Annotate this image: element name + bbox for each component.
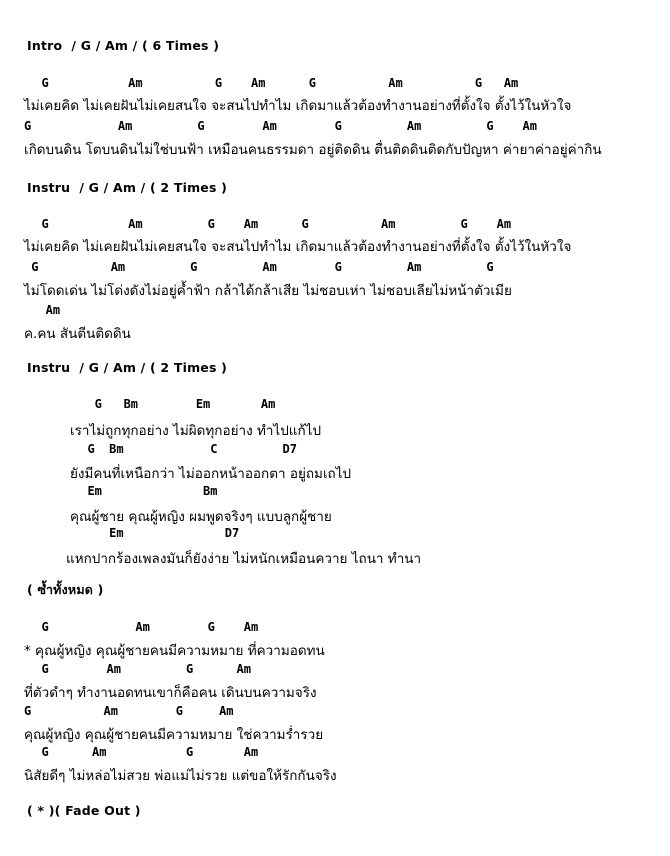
- lyric-line: * คุณผู้หญิง คุณผู้ชายคนมีความหมาย ที่ความอดทน: [24, 643, 325, 659]
- lyric-line: เราไม่ถูกทุกอย่าง ไม่ผิดทุกอย่าง ทำไปแก้ไป: [70, 423, 322, 439]
- lyric-line: ไม่เคยคิด ไม่เคยฝันไม่เคยสนใจ จะสนไปทำไม เกิดมาแล้วต้องทำงานอย่างที่ตั้งใจ ตั้งไว้ในหัวใจ: [24, 239, 572, 255]
- intro-header: Intro / G / Am / ( 6 Times ): [27, 38, 220, 53]
- lyric-line: เกิดบนดิน โตบนดินไม่ใช่บนฟ้า เหมือนคนธรรมดา อยู่ติดดิน ตื่นติดดินติดกับปัญหา ค่ายาค่าอยู่ค่ากิน: [24, 142, 602, 158]
- lyric-line: ไม่โดดเด่น ไม่โด่งดังไม่อยู่ค้ำฟ้า กล้าได้กล้าเสีย ไม่ชอบเห่า ไม่ชอบเลียไม่หน้าตัวเมีย: [24, 283, 512, 299]
- lyric-line: ยังมีคนที่เหนือกว่า ไม่ออกหน้าออกตา อยู่ถมเถไป: [70, 466, 352, 482]
- lyric-line: ที่ตัวดำๆ ทำงานอดทนเขาก็คือคน เดินบนความจริง: [24, 685, 317, 701]
- chord-line: Em Bm: [73, 484, 218, 498]
- chord-line: G Bm Em Am: [73, 397, 276, 411]
- lyric-line: คุณผู้ชาย คุณผู้หญิง ผมพูดจริงๆ แบบลูกผู้ชาย: [70, 509, 332, 525]
- outro-header: ( * )( Fade Out ): [27, 803, 141, 818]
- chord-line: G Am G Am G Am G Am: [27, 76, 519, 90]
- repeat-all-header: ( ซ้ำทั้งหมด ): [27, 582, 104, 597]
- lyric-line: แหกปากร้องเพลงมันก็ยังง่าย ไม่หนักเหมือนควาย ไถนา ทำนา: [66, 551, 422, 567]
- lyric-line: ไม่เคยคิด ไม่เคยฝันไม่เคยสนใจ จะสนไปทำไม เกิดมาแล้วต้องทำงานอย่างที่ตั้งใจ ตั้งไว้ในหัวใจ: [24, 98, 572, 114]
- instru-header-1: Instru / G / Am / ( 2 Times ): [27, 180, 228, 195]
- chord-line: G Am G Am G Am G: [24, 260, 494, 274]
- lyric-line: นิสัยดีๆ ไม่หล่อไม่สวย พ่อแม่ไม่รวย แต่ขอให้รักกันจริง: [24, 768, 337, 784]
- chord-line: G Am G Am G Am G Am: [24, 119, 537, 133]
- lyric-line: คุณผู้หญิง คุณผู้ชายคนมีความหมาย ใช่ความร่ำรวย: [24, 727, 324, 743]
- instru-header-2: Instru / G / Am / ( 2 Times ): [27, 360, 228, 375]
- chord-line: G Am G Am G Am G Am: [27, 217, 512, 231]
- chord-line: G Am G Am: [27, 745, 259, 759]
- chord-line: G Am G Am: [27, 662, 251, 676]
- chord-line: G Am G Am: [27, 620, 259, 634]
- chord-line: Am: [24, 303, 61, 317]
- chord-line: Em D7: [73, 526, 240, 540]
- chord-line: G Am G Am: [24, 704, 234, 718]
- lyric-line: ค.คน สันตีนติดดิน: [24, 326, 131, 342]
- chord-line: G Bm C D7: [73, 442, 297, 456]
